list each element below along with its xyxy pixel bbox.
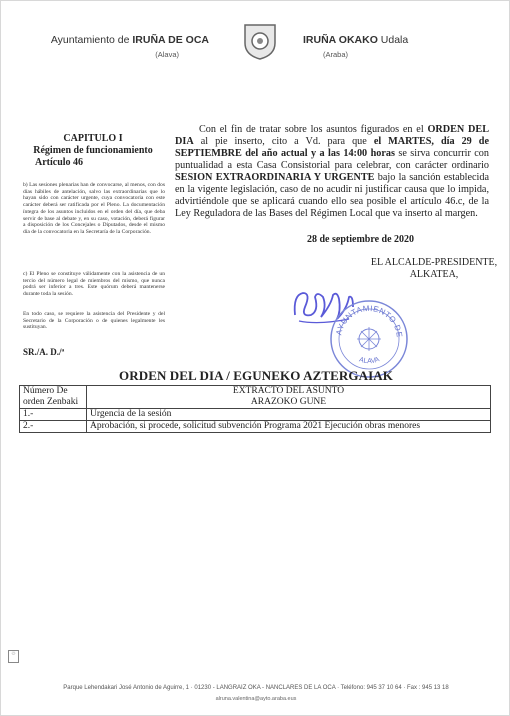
convocation-paragraph: Con el fin de tratar sobre los asuntos figurados en el ORDEN DEL DIA al pie inserto, cito a Vd. para que el MARTES, día 29 de SEPTIEMBRE del año actual y a las 14:00 horas se sirva concurrir con puntualidad a esta Casa Consistorial para celebrar, con carácter ordinario SESION EXTRAORDINARIA Y URGENTE bajo la sanción establecida en la vigente legislación, caso de no acudir ni justificar causa que lo impida, advirtiéndole que se aplicará cuando ello sea posible el artículo 46.c, de la Ley Reguladora de las Bases del Régimen Local que va inserto al margen.: [175, 124, 490, 219]
municipal-crest-icon: [241, 21, 279, 61]
number-column-header: Número De orden Zenbaki: [20, 386, 87, 409]
footer-email: alruna.valentina@ayto.araba.eus: [215, 696, 297, 702]
row-number: 1.-: [20, 409, 87, 421]
right-org: IRUÑA OKAKO Udala: [303, 34, 409, 46]
chapter-heading: [23, 133, 163, 169]
signatory-title-eu: ALKATEA,: [409, 269, 459, 280]
left-region: (Alava): [155, 50, 179, 59]
regimen-title: Régimen de funcionamiento: [33, 145, 153, 156]
svg-text:ALAVA: [358, 356, 381, 365]
row-subject: Aprobación, si procede, solicitud subvención Programa 2021 Ejecución obras menores: [87, 421, 491, 433]
subject-column-header: EXTRACTO DEL ASUNTO ARAZOKO GUNE: [87, 386, 491, 409]
agenda-table: [19, 385, 491, 433]
seal-top-text: AYUNTAMIENTO DE: [334, 303, 405, 339]
table-row: [20, 421, 491, 433]
seal-bottom-text: ALAVA: [358, 356, 381, 366]
table-row: [20, 409, 491, 421]
convocation-text: [175, 124, 489, 220]
right-region: (Araba): [323, 50, 349, 59]
article-para-d: En todo caso, se requiere la asistencia del Presidente y del Secretario de la Corporación o de quienes legalmente les sustituyan.: [23, 311, 165, 331]
row-number: 2.-: [20, 421, 87, 433]
header-right: [303, 34, 483, 59]
signatory-title-es: EL ALCALDE-PRESIDENTE,: [370, 257, 498, 268]
article-para-b: b) Las sesiones plenarias han de convocarse, al menos, con dos días hábiles de antelación, salvo las extraordinarias que lo hayan sido con carácter urgente, cuya convocatoria con este carácter deberá ser ratificada por el Pleno. La documentación íntegra de los asuntos incluidos en el orden del día, que deba servir de base al debate y, en su caso, votación, deberá figurar a disposición de los Concejales o Diputados, desde el mismo día de la convocatoria en la Secretaría de la Corporación.: [23, 182, 165, 235]
footer-address: Parque Lehendakari José Antonio de Aguirre, 1 · 01230 - LANGRAIZ OKA - NANCLARES DE LA OCA · Teléfono: 945 37 10 64 · Fax : 945 13 18: [63, 685, 449, 691]
row-subject: Urgencia de la sesión: [87, 409, 491, 421]
article-para-c: c) El Pleno se constituye válidamente con la asistencia de un tercio del número legal de miembros del mismo, que nunca podrá ser inferior a tres. Este quórum deberá mantenerse durante toda la sesión.: [23, 271, 165, 298]
article-title: Artículo 46: [35, 157, 84, 168]
addressee-label: SR./A. D./ª: [23, 347, 65, 357]
signatory-block: [359, 257, 509, 281]
left-org: Ayuntamiento de IRUÑA DE OCA: [50, 34, 209, 46]
document-date: 28 de septiembre de 2020: [307, 234, 415, 245]
agenda-header-row: [20, 386, 491, 409]
header-left: [37, 34, 209, 59]
recycle-icon: ♲: [8, 650, 19, 663]
orden-del-dia-title: ORDEN DEL DIA / EGUNEKO AZTERGAIAK: [119, 368, 393, 383]
chapter-title: CAPITULO I: [63, 133, 123, 144]
